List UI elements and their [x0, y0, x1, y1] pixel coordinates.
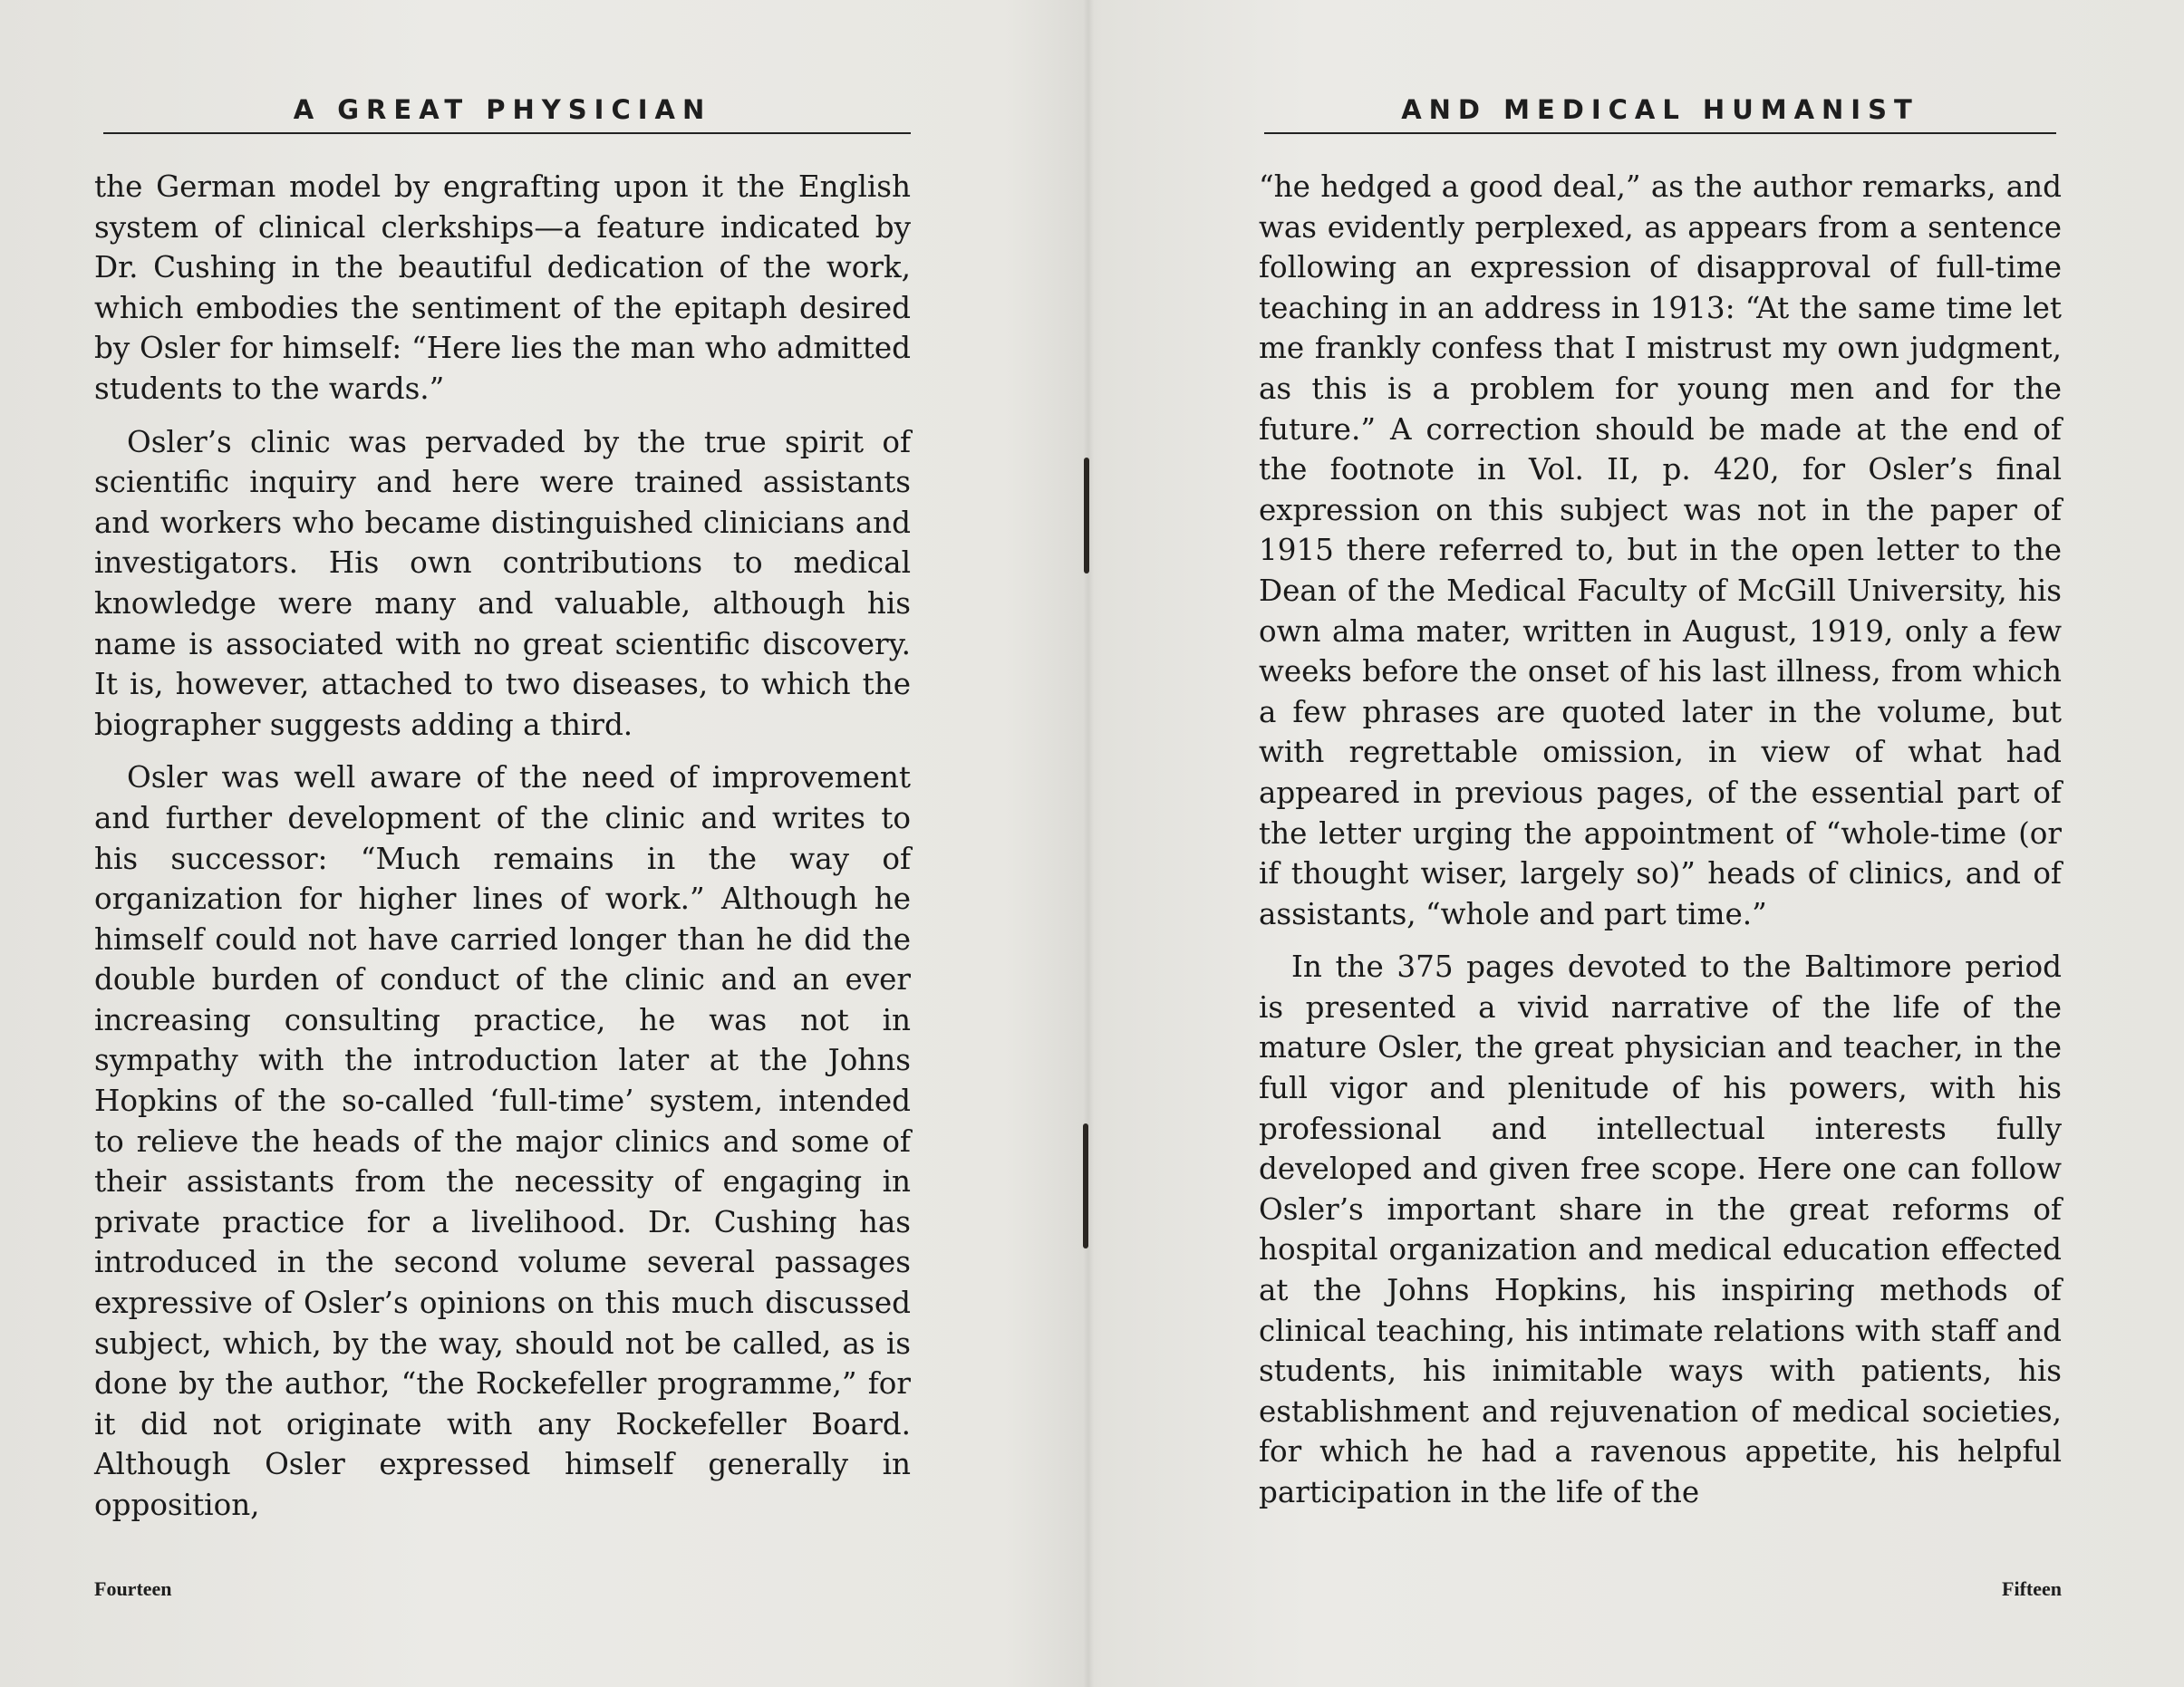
binding-staple-top — [1084, 458, 1089, 574]
right-page-number: Fifteen — [2002, 1577, 2062, 1600]
book-gutter — [1083, 0, 1094, 1687]
binding-staple-bottom — [1083, 1123, 1088, 1248]
left-page — [94, 0, 911, 1687]
right-running-head: AND MEDICAL HUMANIST — [1401, 94, 1919, 125]
right-page — [1259, 0, 2062, 1687]
left-paragraph-2: Osler’s clinic was pervaded by the true spirit of scientific inquiry and here were trained assistants and workers who became distinguished clinicians and investigators. His own contributions to medical knowledge were many and valuable, although his name is associated with no great scientific discovery. It is, however, attached to two diseases, to which the biographer suggests adding a third. — [94, 424, 911, 742]
left-body-text — [94, 167, 911, 1538]
left-paragraph-3: Osler was well aware of the need of improvement and further development of the clinic and writes to his successor: “Much remains in the way of organization for higher lines of work.” Although he himself could not have carried longer than he did the double burden of conduct of the clinic and an ever increasing consulting practice, he was not in sympathy with the introduction later at the Johns Hopkins of the so-called ‘full-time’ system, intended to relieve the heads of the major clinics and some of their assistants from the necessity of engaging in private practice for a livelihood. Dr. Cushing has introduced in the second volume several passages expressive of Osler’s opinions on this much discussed subject, which, by the way, should not be called, as is done by the author, “the Rockefeller programme,” for it did not originate with any Rockefeller Board. Although Osler expressed himself generally in opposition, — [94, 760, 911, 1522]
right-paragraph-1: “he hedged a good deal,” as the author remarks, and was evidently perplexed, as appears from a sentence following an expression of disapproval of full-time teaching in an address in 1913: “At the same time let me frankly confess that I mistrust my own judgment, as this is a problem for young men and for the future.” A correction should be made at the end of the footnote in Vol. II, p. 420, for Osler’s final expression on this subject was not in the paper of 1915 there referred to, but in the open letter to the Dean of the Medical Faculty of McGill University, his own alma mater, written in August, 1919, only a few weeks before the onset of his last illness, from which a few phrases are quoted later in the volume, but with regrettable omission, in view of what had appeared in previous pages, of the essential part of the letter urging the appointment of “whole-time (or if thought wiser, largely so)” heads of clinics, and of assistants, “whole and part time.” — [1259, 169, 2062, 931]
left-head-rule — [103, 132, 911, 134]
right-head-rule — [1264, 132, 2056, 134]
right-paragraph-2: In the 375 pages devoted to the Baltimore period is presented a vivid narrative of the life of the mature Osler, the great physician and teacher, in the full vigor and plenitude of his powers, with his professional and intellectual interests fully developed and given free scope. Here one can follow Osler’s important share in the great reforms of hospital organization and medical education effected at the Johns Hopkins, his inspiring methods of clinical teaching, his intimate relations with staff and students, his inimitable ways with patients, his establishment and rejuvenation of medical societies, for which he had a ravenous appetite, his helpful participation in the life of the — [1259, 950, 2062, 1509]
left-running-head: A GREAT PHYSICIAN — [293, 94, 712, 125]
left-paragraph-1: the German model by engrafting upon it the English system of clinical clerkships—a feature indicated by Dr. Cushing in the beautiful dedication of the work, which embodies the sentiment of the epitaph desired by Osler for himself: “Here lies the man who admitted students to the wards.” — [94, 169, 911, 406]
left-page-number: Fourteen — [94, 1577, 172, 1600]
right-body-text — [1259, 167, 2062, 1526]
